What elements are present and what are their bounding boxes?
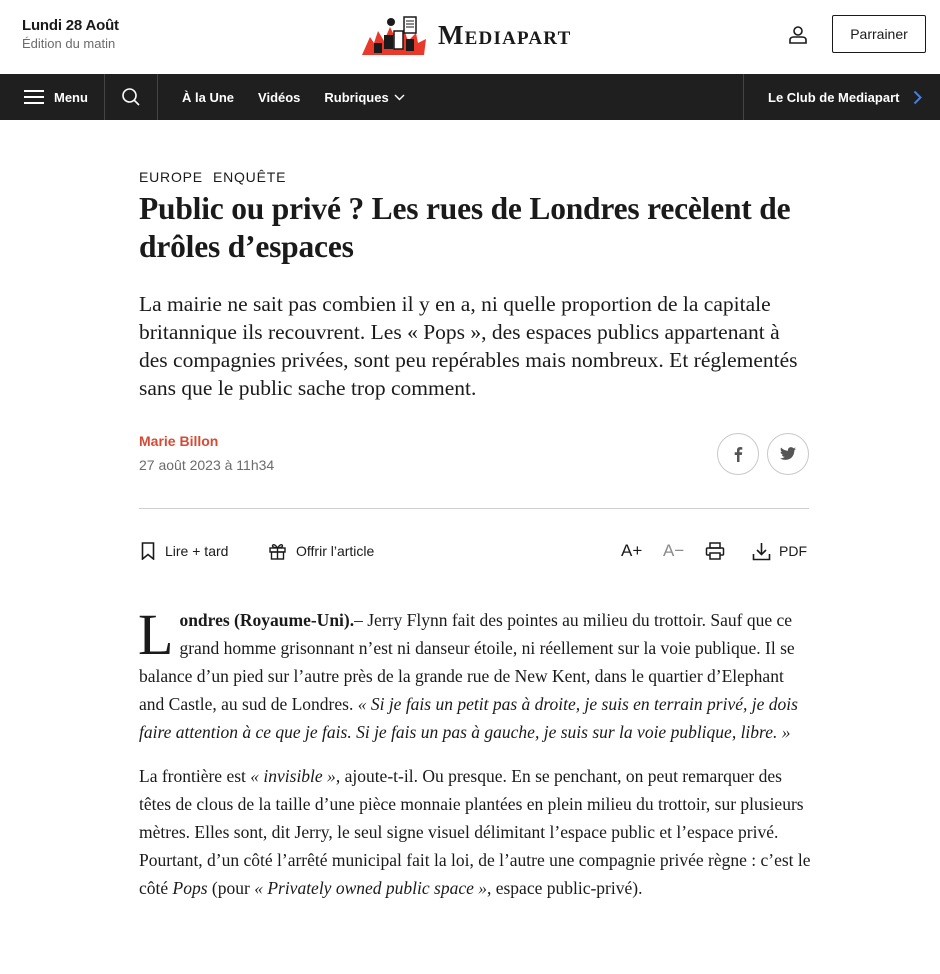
- paragraph-1: [138, 602, 811, 746]
- offer-article-button[interactable]: [269, 540, 374, 562]
- pdf-download-button[interactable]: [752, 540, 807, 562]
- mediapart-logo[interactable]: [360, 13, 590, 57]
- menu-button[interactable]: [0, 74, 105, 120]
- nav-links: [182, 74, 429, 120]
- chevron-down-icon: [394, 94, 405, 101]
- nav-link-videos[interactable]: Vidéos: [258, 89, 301, 105]
- article-lede: La mairie ne sait pas combien il y en a, ni quelle proportion de la capitale britannique ils recouvrent. Les « Pops », des espaces publics appartenant à des compagnies privées, sont peu repérables mais nombreux. Et réglementés sans que le public sache trop comment.: [139, 292, 798, 400]
- menu-label: Menu: [54, 89, 88, 105]
- gift-icon: [269, 543, 286, 560]
- paragraph-2-italic-f: « Privately owned public space »: [254, 878, 487, 898]
- font-increase-button[interactable]: A+: [621, 541, 643, 560]
- drop-cap: L: [138, 602, 174, 667]
- hamburger-icon: [24, 90, 44, 104]
- paragraph-1-quote: « Si je fais un petit pas à droite, je suis en terrain privé, je dois faire attention à ce que je fais. Si je fais un pas à gauche, je suis sur la voie publique, libre. »: [139, 694, 798, 742]
- paragraph-2-text-a: La frontière est: [139, 766, 251, 786]
- club-label: Le Club de Mediapart: [768, 89, 900, 105]
- user-icon: [786, 23, 810, 47]
- article-tags: [139, 169, 296, 185]
- paragraph-2-italic-b: « invisible »: [250, 766, 336, 786]
- share-twitter-button[interactable]: [767, 433, 809, 475]
- parrainer-button[interactable]: Parrainer: [832, 15, 926, 53]
- pdf-label: PDF: [779, 543, 807, 559]
- paragraph-2-italic-d: Pops: [172, 878, 208, 898]
- nav-link-a-la-une[interactable]: À la Une: [182, 89, 235, 105]
- paragraph-1-text: – Jerry Flynn fait des pointes au milieu du trottoir. Sauf que ce grand homme grisonnant n’est ni danseur étoile, ni réellement sur la voie publique. Il se balance d’un pied sur l’autre près de la grande rue de New Kent, dans le quartier d’Elephant and Castle, au sud de Londres.: [139, 610, 795, 714]
- font-decrease-button[interactable]: A−: [663, 541, 685, 560]
- top-header: [0, 0, 940, 74]
- dateline: ondres (Royaume-Uni).: [179, 610, 355, 630]
- twitter-icon: [780, 447, 796, 461]
- tag-europe[interactable]: EUROPE: [139, 169, 203, 185]
- publish-date: 27 août 2023 à 11h34: [139, 457, 275, 473]
- facebook-icon: [733, 446, 743, 462]
- bookmark-icon: [141, 542, 155, 560]
- paragraph-2: [139, 762, 811, 902]
- account-button[interactable]: [786, 23, 810, 47]
- edition-label: Édition du matin: [22, 36, 116, 51]
- print-icon: [705, 542, 725, 560]
- chevron-right-icon: [913, 90, 922, 105]
- header-divider: [139, 508, 809, 509]
- article-body: [138, 602, 811, 918]
- paragraph-2-text-c: , ajoute-t-il. Ou presque. En se penchant, on peut remarquer des têtes de clous de la taille d’une pièce monnaie plantées en plein milieu du trottoir, sur plusieurs mètres. Elles sont, dit Jerry, le seul signe visuel délimitant l’espace public et l’espace privé. Pourtant, d’un côté l’arrêté municipal fait la loi, de l’autre une compagnie privée règne : c’est le côté: [139, 766, 811, 898]
- nav-link-rubriques[interactable]: [324, 90, 404, 105]
- download-icon: [752, 542, 771, 561]
- club-link[interactable]: [743, 74, 940, 120]
- logo-text: Mediapart: [438, 19, 572, 50]
- tag-enquete[interactable]: ENQUÊTE: [212, 169, 287, 185]
- mediapart-logo-icon: [360, 13, 430, 57]
- read-later-label: Lire + tard: [165, 543, 229, 559]
- edition-info: [22, 17, 119, 51]
- paragraph-2-text-e: (pour: [207, 878, 255, 898]
- nav-link-rubriques-label: Rubriques: [324, 89, 389, 105]
- offer-article-label: Offrir l’article: [296, 543, 375, 559]
- search-icon: [121, 87, 141, 107]
- share-facebook-button[interactable]: [717, 433, 759, 475]
- print-button[interactable]: [705, 540, 735, 562]
- author-name[interactable]: Marie Billon: [139, 433, 219, 449]
- main-nav: [0, 74, 940, 120]
- paragraph-2-text-g: , espace public-privé).: [486, 878, 643, 898]
- article-title: Public ou privé ? Les rues de Londres recèlent de drôles d’espaces: [139, 191, 791, 264]
- search-button[interactable]: [105, 74, 158, 120]
- read-later-button[interactable]: [141, 540, 228, 562]
- edition-day: Lundi 28 Août: [22, 17, 119, 34]
